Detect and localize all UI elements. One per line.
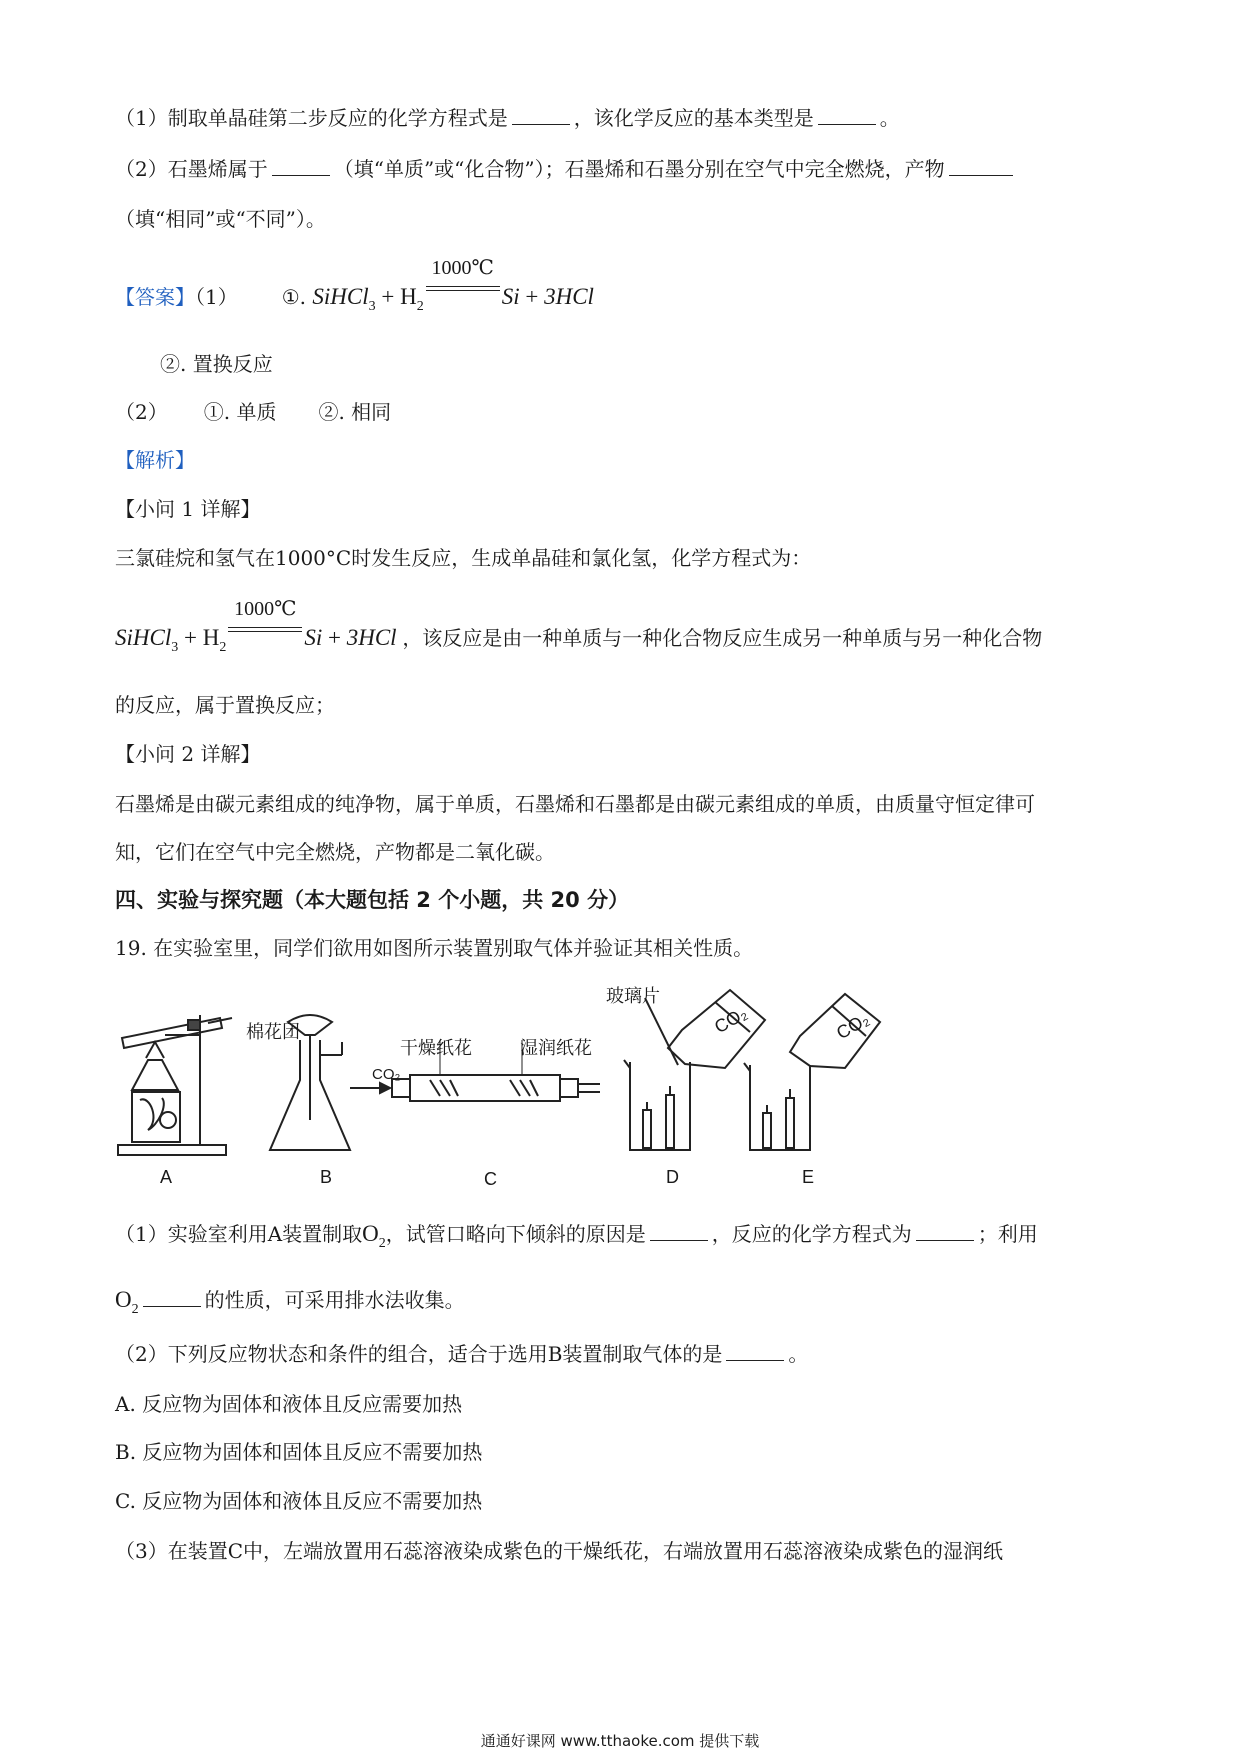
sub-question-1: 【小问 1 详解】 [115,497,261,521]
q19-part3: （3）在装置C中，左端放置用石蕊溶液染成紫色的干燥纸花，右端放置用石蕊溶液染成紫色的湿润纸 [115,1539,1004,1563]
label-a: A [160,1167,173,1187]
answer-blank [949,155,1013,176]
answer-blank [650,1220,708,1241]
option-c: C. 反应物为固体和液体且反应不需要加热 [115,1489,483,1513]
analysis-tag: 【解析】 [115,448,195,472]
apparatus-a [118,1015,232,1155]
answer-line3: （2） ①. 单质 ②. 相同 [115,400,392,424]
answer-n2: ②. 置换反应 [160,352,273,376]
label-b: B [320,1167,333,1187]
answer-line1: 【答案】（1） ①. SiHCl$_3$ + $H_2$ 1000℃ Si + 3HCl [115,257,594,314]
label-co2-inlet: CO₂ [372,1066,401,1083]
option-b: B. 反应物为固体和固体且反应不需要加热 [115,1440,483,1464]
answer-tag: 【答案】 [115,285,195,309]
answer-blank [726,1340,784,1361]
label-d: D [666,1167,679,1187]
chemical-equation: SiHCl$_3$ + $H_2$ 1000℃ Si + 3HCl [312,257,594,314]
footer: 通通好课网 www.tthaoke.com 提供下载 [480,1732,760,1750]
label-c: C [484,1169,497,1189]
apparatus-figure [110,980,940,1190]
q18-part1: （1）制取单晶硅第二步反应的化学方程式是 ，该化学反应的基本类型是 。 [115,106,900,130]
answer-blank [512,104,570,125]
analysis-line3: 的反应，属于置换反应； [115,693,335,717]
q18-part2: （2）石墨烯属于 （填“单质”或“化合物”）；石墨烯和石墨分别在空气中完全燃烧，产物 [115,155,1017,183]
label-glass-slide: 玻璃片 [606,986,660,1006]
option-a: A. 反应物为固体和液体且反应需要加热 [115,1392,463,1416]
q19-part1-cont: $O_2$ 的性质，可采用排水法收集。 [115,1287,465,1317]
analysis-line1: 三氯硅烷和氢气在1000°C时发生反应，生成单晶硅和氯化氢，化学方程式为： [115,546,812,570]
reaction-condition: 1000℃ [426,276,500,304]
q18-part2-cont: （填“相同”或“不同”）。 [115,207,326,231]
label-dry-paper-flower: 干燥纸花 [400,1038,472,1058]
label-e: E [802,1167,815,1187]
answer-blank [818,104,876,125]
analysis-equation-line: SiHCl$_3$ + $H_2$ 1000℃ Si + 3HCl ，该反应是由一种单质与一种化合物反应生成另一种单质与另一种化合物 [115,598,1043,655]
reaction-condition: 1000℃ [228,617,302,645]
analysis-line5: 知，它们在空气中完全燃烧，产物都是二氧化碳。 [115,840,555,864]
q19-part2: （2）下列反应物状态和条件的组合，适合于选用B装置制取气体的是 。 [115,1342,809,1366]
answer-blank [272,155,330,176]
label-co2-bottle-d: CO₂ [711,1002,751,1038]
label-wet-paper-flower: 湿润纸花 [520,1038,592,1058]
question-19: 19. 在实验室里，同学们欲用如图所示装置别取气体并验证其相关性质。 [115,936,754,960]
section-heading: 四、实验与探究题（本大题包括 2 个小题，共 20 分） [115,888,630,912]
answer-blank [143,1286,201,1307]
sub-question-2: 【小问 2 详解】 [115,742,261,766]
q19-part1: （1）实验室利用A装置制取$O_2$，试管口略向下倾斜的原因是 ，反应的化学方程式为 ；利用 [115,1221,1038,1251]
chemical-equation: SiHCl$_3$ + $H_2$ 1000℃ Si + 3HCl [115,598,397,655]
label-cotton: 棉花团 [246,1022,300,1042]
label-co2-bottle-e: CO₂ [833,1008,873,1044]
analysis-line4: 石墨烯是由碳元素组成的纯净物，属于单质，石墨烯和石墨都是由碳元素组成的单质，由质量守恒定律可 [115,792,1035,816]
answer-blank [916,1220,974,1241]
